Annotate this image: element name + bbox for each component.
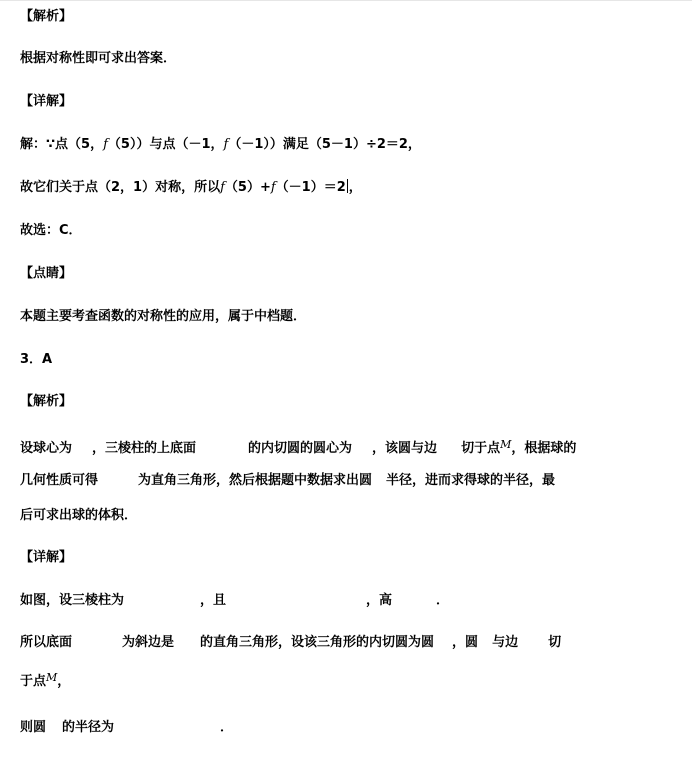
section-heading-comment: 【点睛】 — [20, 266, 73, 281]
text-segment: 切于点 — [461, 441, 501, 456]
text-segment: ，根据球的 — [511, 441, 577, 456]
text-segment: （－1）＝2 — [275, 180, 346, 195]
text-segment: 与边 — [492, 635, 519, 650]
math-f: f — [270, 180, 276, 195]
top-divider — [0, 0, 692, 1]
text-segment: ，高 — [366, 593, 393, 608]
text-segment: 的半径为 — [62, 720, 115, 735]
text-segment: （5））与点（－1， — [107, 137, 224, 152]
analysis-line-2 — [20, 472, 555, 490]
text-segment: 解：∵点（5， — [20, 137, 104, 152]
detail-line-1 — [20, 592, 449, 610]
text-segment: ，该圆与边 — [372, 441, 438, 456]
answer-choice: 故选：C． — [20, 223, 82, 238]
comment-text: 本题主要考查函数的对称性的应用，属于中档题． — [20, 309, 307, 324]
text-segment: ，圆 — [452, 635, 479, 650]
analysis-line-3: 后可求出球的体积． — [20, 508, 138, 523]
text-segment: ， — [57, 674, 71, 689]
text-segment: （5）+ — [224, 180, 271, 195]
text-segment: 为直角三角形，然后根据题中数据求出圆 — [138, 473, 373, 488]
math-m: M — [500, 438, 512, 451]
text-segment: 故它们关于点（2，1）对称，所以 — [20, 180, 221, 195]
solution-line-1 — [20, 136, 421, 154]
text-segment: 的直角三角形，设该三角形的内切圆为圆 — [200, 635, 435, 650]
text-segment: 如图，设三棱柱为 — [20, 593, 125, 608]
text-segment: 设球心为 — [20, 441, 73, 456]
analysis-text: 根据对称性即可求出答案． — [20, 51, 177, 66]
math-f: f — [223, 137, 229, 152]
analysis-line-1 — [20, 436, 576, 458]
text-segment: 半径，进而求得球的半径，最 — [386, 473, 556, 488]
text-segment: 所以底面 — [20, 635, 73, 650]
detail-line-3 — [20, 669, 70, 691]
section-heading-detail-2: 【详解】 — [20, 550, 73, 565]
text-segment: 切 — [548, 635, 562, 650]
detail-line-4 — [20, 719, 233, 737]
text-segment: 为斜边是 — [122, 635, 175, 650]
text-segment: ． — [436, 593, 450, 608]
math-f: f — [220, 180, 225, 195]
text-segment: ，三棱柱的上底面 — [92, 441, 197, 456]
detail-line-2 — [20, 634, 561, 652]
text-segment: ，且 — [200, 593, 227, 608]
section-heading-detail: 【详解】 — [20, 94, 73, 109]
text-segment: 几何性质可得 — [20, 473, 99, 488]
math-f: f — [103, 137, 108, 152]
solution-line-2 — [20, 179, 362, 197]
section-heading-analysis: 【解析】 — [20, 9, 73, 24]
text-segment: 的内切圆的圆心为 — [248, 441, 353, 456]
text-segment: 于点 — [20, 674, 47, 689]
text-segment: ， — [348, 180, 362, 195]
text-segment: 则圆 — [20, 720, 47, 735]
text-segment: ． — [220, 720, 234, 735]
text-cursor — [347, 179, 348, 193]
math-m: M — [46, 671, 58, 684]
section-heading-analysis-2: 【解析】 — [20, 394, 73, 409]
text-segment: （－1））满足（5－1）÷2＝2， — [228, 137, 421, 152]
question-number: 3．A — [20, 352, 53, 367]
